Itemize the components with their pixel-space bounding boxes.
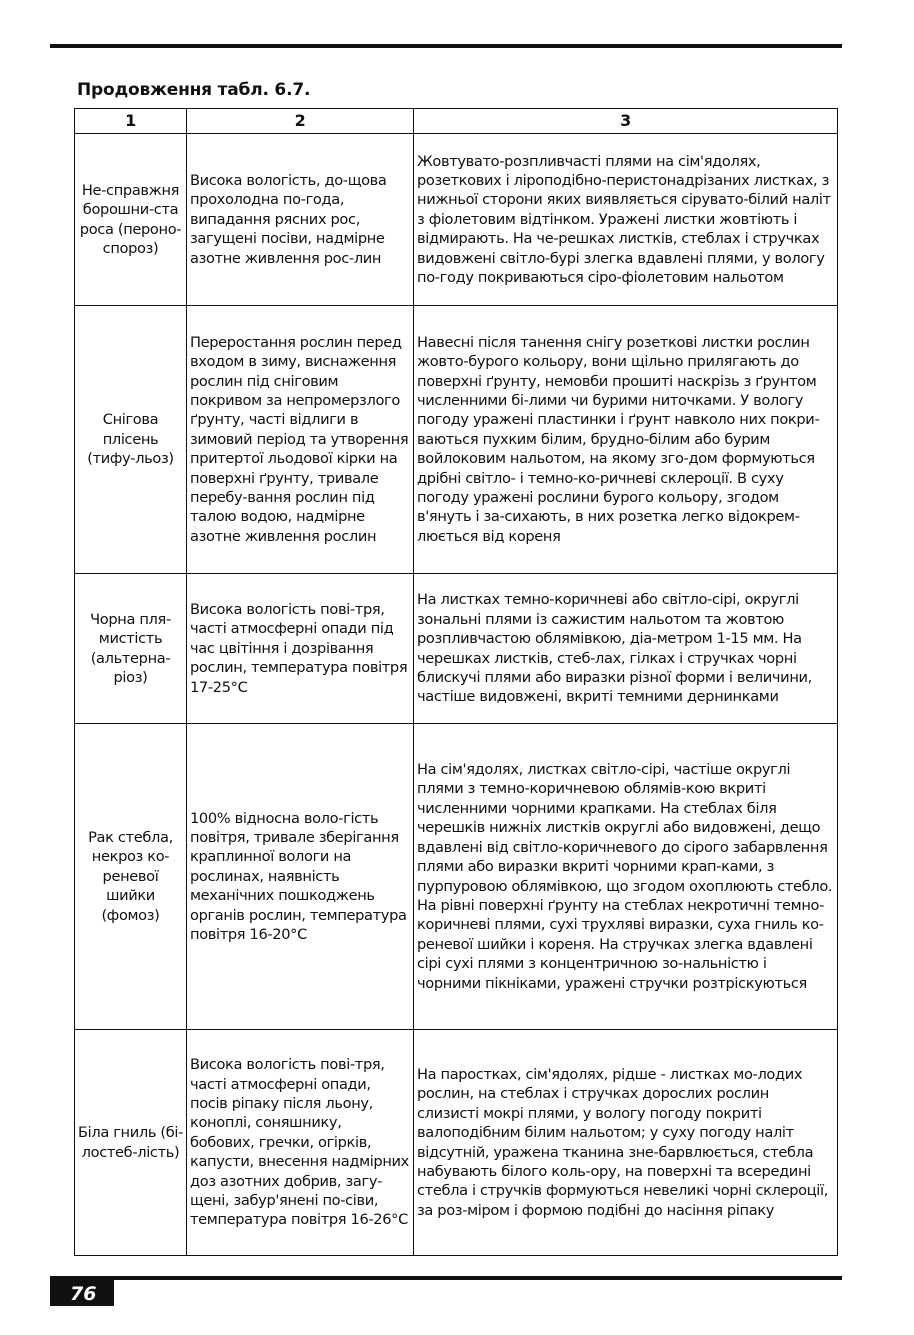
symptoms-cell: На листках темно-коричневі або світло-сірі, округлі зональні плями із сажистим нальотом та жовтою розпливчастою облямівкою, діа-метром 1-15 мм. На черешках листків, стеб-лах, гілках і стручках чорні блискучі плями або виразки різної форми і величини, частіше видовжені, вкриті темними дернинками: [414, 574, 838, 724]
conditions-cell: Висока вологість пові-тря, часті атмосферні опади під час цвітіння і дозрівання рослин, температура повітря 17-25°С: [187, 574, 414, 724]
disease-table: [74, 108, 838, 1256]
table-row: [75, 134, 838, 306]
table-row: [75, 724, 838, 1030]
top-rule: [50, 44, 842, 48]
disease-name-cell: Рак стебла, некроз ко-реневої шийки (фомоз): [75, 724, 187, 1030]
disease-name-cell: Чорна пля-мистість (альтерна-ріоз): [75, 574, 187, 724]
bottom-rule: [50, 1276, 842, 1280]
table-row: [75, 306, 838, 574]
table-caption: Продовження табл. 6.7.: [77, 80, 311, 100]
symptoms-cell: На паростках, сім'ядолях, рідше - листках мо-лодих рослин, на стеблах і стручках дорослих рослин слизисті мокрі плями, у вологу погоду покриті валоподібним білим нальотом; у суху погоду наліт відсутній, уражена тканина зне-барвлюється, стебла набувають білого коль-ору, на поверхні та всередині стебла і стручків формуються невеликі чорні склероції, за роз-міром і формою подібні до насіння ріпаку: [414, 1030, 838, 1256]
table-header-row: [75, 109, 838, 134]
symptoms-cell: Жовтувато-розпливчасті плями на сім'ядолях, розеткових і ліроподібно-перистонадрізаних листках, з нижньої сторони яких виявляється сірувато-білий наліт з фіолетовим відтінком. Уражені листки жовтіють і відмирають. На че-решках листків, стеблах і стручках видовжені світло-бурі злегка вдавлені плями, у вологу по-году покриваються сіро-фіолетовим нальотом: [414, 134, 838, 306]
conditions-cell: Висока вологість пові-тря, часті атмосферні опади, посів ріпаку після льону, коноплі, соняшнику, бобових, гречки, огірків, капусти, внесення надмірних доз азотних добрив, загу-щені, забур'янені по-сіви, температура повітря 16-26°С: [187, 1030, 414, 1256]
conditions-cell: 100% відносна воло-гість повітря, тривале зберігання краплинної вологи на рослинах, наявність механічних пошкоджень органів рослин, температура повітря 16-20°С: [187, 724, 414, 1030]
table-row: [75, 574, 838, 724]
conditions-cell: Висока вологість, до-щова прохолодна по-года, випадання рясних рос, загущені посіви, надмірне азотне живлення рос-лин: [187, 134, 414, 306]
column-header-1: 1: [75, 109, 187, 134]
table-row: [75, 1030, 838, 1256]
column-header-3: 3: [414, 109, 838, 134]
disease-name-cell: Біла гниль (бі-лостеб-лість): [75, 1030, 187, 1256]
conditions-cell: Переростання рослин перед входом в зиму, виснаження рослин під сніговим покривом за непромерзлого ґрунту, часті відлиги в зимовий період та утворення притертої льодової кірки на поверхні ґрунту, тривале перебу-вання рослин під талою водою, надмірне азотне живлення рослин: [187, 306, 414, 574]
column-header-2: 2: [187, 109, 414, 134]
symptoms-cell: Навесні після танення снігу розеткові листки рослин жовто-бурого кольору, вони щільно прилягають до поверхні ґрунту, немовби прошиті наскрізь з ґрунтом численними бі-лими чи бурими ниточками. У вологу погоду уражені пластинки і ґрунт навколо них покри-ваються пухким білим, брудно-білим або бурим войлоковим нальотом, на якому зго-дом формуються дрібні світло- і темно-ко-ричневі склероції. В суху погоду уражені рослини бурого кольору, згодом в'януть і за-сихають, в них розетка легко відокрем-люється від кореня: [414, 306, 838, 574]
page-number: 76: [50, 1278, 114, 1306]
disease-name-cell: Не-справжня борошни-ста роса (пероно-спороз): [75, 134, 187, 306]
disease-name-cell: Снігова плісень (тифу-льоз): [75, 306, 187, 574]
symptoms-cell: На сім'ядолях, листках світло-сірі, частіше округлі плями з темно-коричневою облямів-кою вкриті численними чорними крапками. На стеблах біля черешків нижніх листків округлі або видовжені, дещо вдавлені від світло-коричневого до сірого забарвлення плями або виразки вкриті чорними крап-ками, з пурпуровою облямівкою, що згодом охоплюють стебло. На рівні поверхні ґрунту на стеблах некротичні темно-коричневі плями, сухі трухляві виразки, суха гниль ко-реневої шийки і кореня. На стручках злегка вдавлені сірі сухі плями з концентричною зо-нальністю і чорними пікніками, уражені стручки розтріскуються: [414, 724, 838, 1030]
